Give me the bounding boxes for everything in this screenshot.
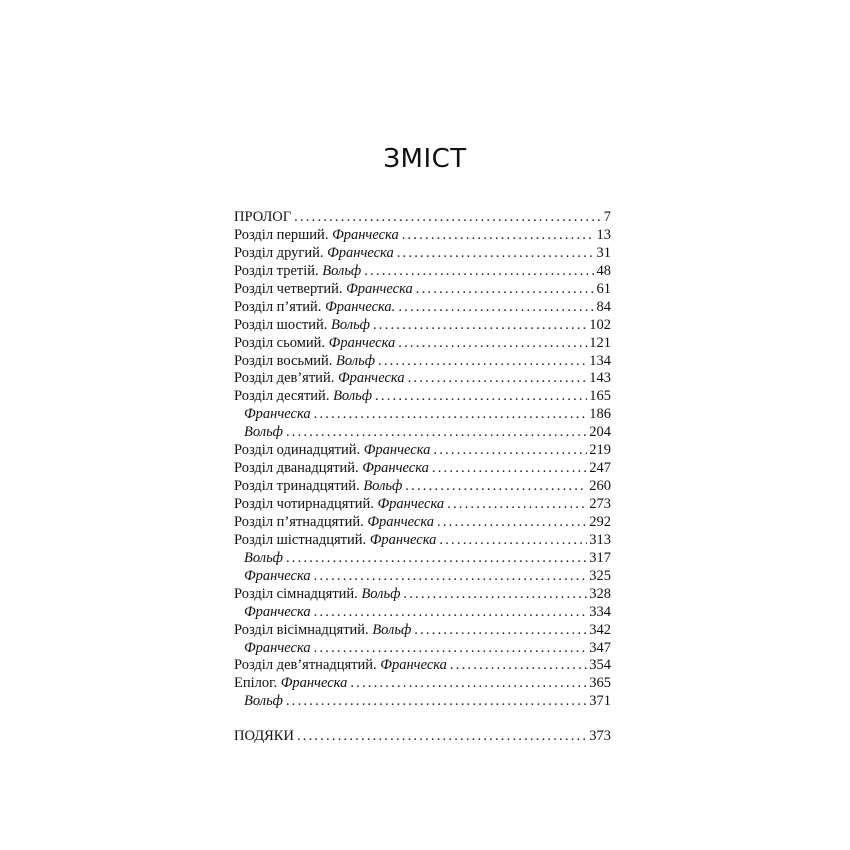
toc-entry-label [234, 299, 395, 317]
toc-entry-label [234, 693, 283, 711]
toc-entry[interactable] [234, 568, 611, 586]
toc-narrator-name: Франческа [244, 567, 311, 584]
toc-dot-leader [375, 388, 587, 406]
toc-dot-leader [408, 370, 588, 388]
toc-entry-label [234, 245, 394, 263]
toc-chapter-title: Розділ тринадцятий. [234, 478, 360, 495]
toc-narrator-name: Франческа [332, 226, 399, 243]
toc-narrator-name: Вольф [361, 585, 401, 602]
table-of-contents [234, 209, 611, 746]
toc-entry-label [234, 353, 375, 371]
toc-dot-leader [314, 640, 588, 658]
toc-page-number: 84 [596, 298, 611, 315]
toc-spacer [234, 711, 611, 728]
toc-entry[interactable] [234, 406, 611, 424]
toc-chapter-title: Розділ третій. [234, 262, 319, 279]
toc-narrator-name: Вольф [244, 549, 283, 566]
page-title: ЗМІСТ [383, 144, 467, 174]
toc-page-number: 313 [589, 531, 611, 548]
toc-page-number: 365 [589, 675, 611, 692]
toc-entry-label [234, 550, 283, 568]
toc-page-number: 134 [589, 352, 611, 369]
toc-narrator-name: Франческа [377, 496, 445, 512]
toc-entry[interactable] [234, 550, 611, 568]
toc-dot-leader [432, 460, 587, 478]
toc-entry-label [234, 281, 413, 299]
toc-page-number: 143 [589, 370, 611, 387]
toc-dot-leader [364, 263, 594, 281]
toc-narrator-name: Вольф [333, 388, 373, 405]
toc-entry[interactable] [234, 532, 611, 550]
toc-page-number: 371 [589, 693, 611, 710]
toc-entry[interactable] [234, 281, 611, 299]
toc-entry[interactable] [234, 693, 611, 711]
toc-chapter-title: Розділ п’ятий. [234, 298, 322, 315]
toc-entry-label [234, 370, 405, 388]
toc-dot-leader [439, 532, 587, 550]
toc-entry-label [234, 622, 411, 640]
toc-page-number: 31 [596, 244, 611, 261]
toc-dot-leader [378, 353, 587, 371]
toc-entry-label [234, 496, 444, 514]
toc-dot-leader [314, 604, 588, 622]
toc-narrator-name: Франческа [367, 513, 435, 530]
toc-chapter-title: Розділ дванадцятий. [234, 460, 359, 477]
toc-page-number: 354 [589, 657, 611, 674]
toc-chapter-title: Розділ другий. [234, 244, 324, 261]
toc-narrator-name: Франческа [244, 603, 311, 620]
toc-chapter-title: Розділ п’ятнадцятий. [234, 513, 364, 530]
toc-entry[interactable] [234, 586, 611, 604]
toc-narrator-name: Франческа [346, 280, 413, 297]
toc-narrator-name: Франческа [328, 334, 396, 351]
toc-entry-label [234, 335, 395, 353]
toc-chapter-title: Розділ шостий. [234, 316, 328, 333]
toc-narrator-name: Вольф [331, 316, 370, 333]
toc-page-number: 219 [589, 442, 611, 459]
toc-chapter-title: Розділ перший. [234, 226, 329, 243]
toc-dot-leader [402, 227, 595, 245]
toc-page-number: 186 [589, 406, 611, 423]
toc-page-number: 292 [589, 513, 611, 530]
toc-narrator-name: Франческа [337, 370, 405, 387]
toc-chapter-title: Розділ чотирнадцятий. [234, 496, 374, 512]
toc-entry[interactable] [234, 370, 611, 388]
toc-narrator-name: Франческа [369, 531, 437, 548]
toc-dot-leader [314, 406, 588, 424]
toc-dot-leader [416, 281, 595, 299]
toc-page-number: 121 [589, 334, 611, 351]
toc-page-number: 347 [589, 639, 611, 656]
toc-page-number: 61 [596, 280, 611, 297]
toc-entry-label: ПОДЯКИ [234, 728, 294, 745]
toc-entry-label [234, 640, 311, 658]
toc-dot-leader [398, 299, 594, 317]
toc-chapter-title: ПРОЛОГ [234, 209, 292, 225]
toc-entry[interactable] [234, 640, 611, 658]
toc-page-number: 247 [589, 460, 611, 477]
toc-entry[interactable] [234, 388, 611, 406]
toc-entry-label [234, 460, 429, 478]
toc-entry[interactable] [234, 657, 611, 675]
toc-page-number: 325 [589, 567, 611, 584]
toc-entry-label [234, 317, 370, 335]
toc-chapter-title: Розділ дев’ятнадцятий. [234, 657, 377, 674]
toc-narrator-name: Франческа [280, 675, 348, 692]
toc-page-number: 165 [589, 388, 611, 405]
toc-entry-label [234, 263, 361, 281]
toc-entry-label [234, 532, 436, 550]
toc-dot-leader [286, 550, 587, 568]
toc-entry-label [234, 406, 311, 424]
toc-entry[interactable] [234, 317, 611, 335]
toc-entry[interactable] [234, 478, 611, 496]
toc-dot-leader [286, 693, 587, 711]
toc-page-number: 342 [589, 621, 611, 638]
toc-entry-label [234, 442, 430, 460]
toc-entry[interactable] [234, 353, 611, 371]
toc-entry[interactable] [234, 460, 611, 478]
toc-entry-label [234, 586, 400, 604]
toc-narrator-name: Франческа [327, 244, 394, 261]
toc-entry[interactable] [234, 496, 611, 514]
toc-narrator-name: Вольф [244, 424, 283, 441]
toc-page-number: 317 [589, 549, 611, 566]
toc-dot-leader [350, 675, 587, 693]
toc-entry[interactable] [234, 604, 611, 622]
toc-page-number: 7 [603, 209, 611, 225]
toc-dot-leader [294, 209, 602, 227]
toc-narrator-name: Вольф [244, 693, 283, 710]
toc-entry[interactable] [234, 245, 611, 263]
toc-narrator-name: Вольф [372, 621, 412, 638]
toc-dot-leader [373, 317, 587, 335]
toc-entry-label [234, 604, 311, 622]
toc-dot-leader [297, 728, 587, 746]
toc-dot-leader [447, 496, 587, 514]
toc-narrator-name: Франческа [380, 657, 447, 674]
toc-entry-label [234, 388, 372, 406]
toc-chapter-title: Розділ дев’ятий. [234, 370, 335, 387]
toc-entry[interactable] [234, 263, 611, 281]
toc-chapter-title: Розділ шістнадцятий. [234, 531, 367, 548]
toc-page-number: 373 [589, 728, 611, 745]
toc-narrator-name: Вольф [322, 262, 362, 279]
toc-page-number: 334 [589, 603, 611, 620]
toc-chapter-title: Розділ одинадцятий. [234, 442, 361, 459]
toc-narrator-name: Франческа [363, 442, 431, 459]
toc-dot-leader [286, 424, 587, 442]
toc-entry-label [234, 424, 283, 442]
toc-page-number: 260 [589, 478, 611, 495]
toc-chapter-title: Розділ четвертий. [234, 280, 343, 297]
toc-narrator-name: Франческа [362, 460, 429, 477]
toc-page-number: 273 [589, 496, 611, 512]
toc-dot-leader [414, 622, 587, 640]
toc-dot-leader [397, 245, 595, 263]
toc-entry-label [234, 675, 347, 693]
toc-entry-label [234, 514, 434, 532]
toc-chapter-title: Розділ сімнадцятий. [234, 585, 358, 602]
toc-dot-leader [403, 586, 587, 604]
toc-entry-label [234, 209, 291, 227]
toc-page-number: 48 [596, 262, 611, 279]
toc-entry[interactable] [234, 299, 611, 317]
toc-dot-leader [437, 514, 587, 532]
toc-entry-label [234, 568, 311, 586]
toc-narrator-name: Франческа [244, 639, 311, 656]
toc-entry[interactable] [234, 335, 611, 353]
toc-page-number: 13 [596, 226, 611, 243]
toc-page-number: 204 [589, 424, 611, 441]
toc-dot-leader [450, 657, 587, 675]
toc-entry-label [234, 657, 447, 675]
toc-chapter-title: Епілог. [234, 675, 278, 692]
toc-dot-leader [398, 335, 587, 353]
toc-entry-label [234, 227, 399, 245]
toc-chapter-title: Розділ десятий. [234, 388, 330, 405]
toc-entry[interactable] [234, 622, 611, 640]
toc-dot-leader [314, 568, 588, 586]
toc-entry[interactable] [234, 442, 611, 460]
toc-narrator-name: Вольф [336, 352, 376, 369]
toc-dot-leader [405, 478, 587, 496]
toc-entry-acknowledgments[interactable] [234, 728, 611, 746]
toc-entry[interactable] [234, 227, 611, 245]
toc-entry[interactable] [234, 675, 611, 693]
toc-entry[interactable] [234, 424, 611, 442]
toc-entry-label [234, 478, 402, 496]
toc-chapter-title: Розділ сьомий. [234, 334, 326, 351]
toc-narrator-name: Франческа. [325, 298, 396, 315]
toc-entry[interactable] [234, 514, 611, 532]
toc-narrator-name: Франческа [244, 406, 311, 423]
toc-dot-leader [433, 442, 587, 460]
toc-page-number: 102 [589, 316, 611, 333]
toc-page-number: 328 [589, 585, 611, 602]
toc-chapter-title: Розділ восьмий. [234, 352, 333, 369]
toc-narrator-name: Вольф [363, 478, 403, 495]
toc-chapter-title: Розділ вісімнадцятий. [234, 621, 369, 638]
toc-entry[interactable] [234, 209, 611, 227]
